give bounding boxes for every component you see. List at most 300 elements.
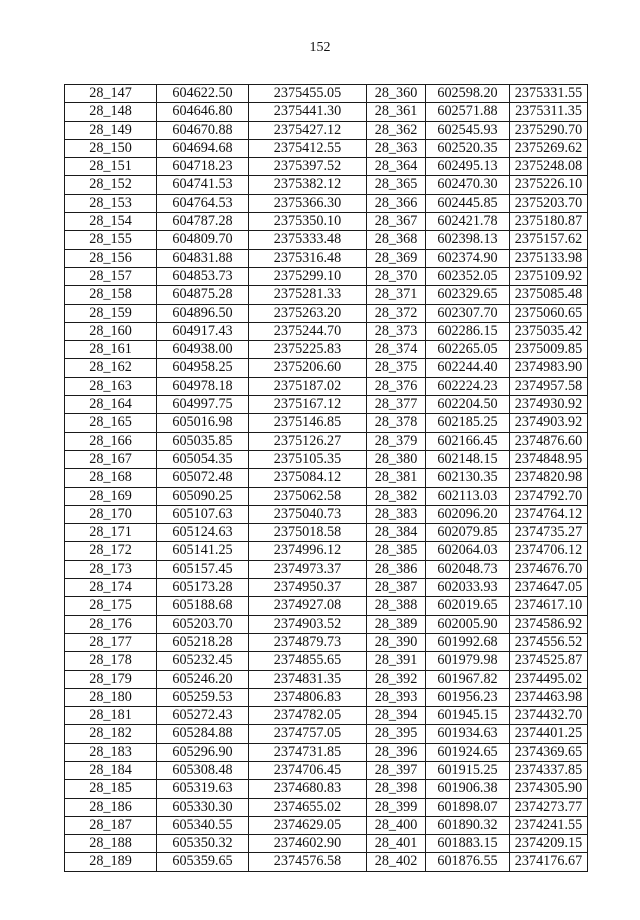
y-coordinate-cell: 2374903.92 bbox=[510, 414, 588, 432]
table-row bbox=[65, 194, 588, 212]
x-coordinate-cell: 604997.75 bbox=[157, 396, 249, 414]
table-row bbox=[65, 670, 588, 688]
y-coordinate-cell: 2374305.90 bbox=[510, 780, 588, 798]
table-row bbox=[65, 633, 588, 651]
x-coordinate-cell: 605173.28 bbox=[157, 579, 249, 597]
x-coordinate-cell: 605246.20 bbox=[157, 670, 249, 688]
point-id-cell: 28_188 bbox=[65, 835, 157, 853]
x-coordinate-cell: 602019.65 bbox=[426, 597, 510, 615]
y-coordinate-cell: 2374629.05 bbox=[249, 816, 367, 834]
table-row bbox=[65, 341, 588, 359]
y-coordinate-cell: 2375126.27 bbox=[249, 432, 367, 450]
point-id-cell: 28_373 bbox=[367, 322, 426, 340]
x-coordinate-cell: 605284.88 bbox=[157, 725, 249, 743]
x-coordinate-cell: 605232.45 bbox=[157, 652, 249, 670]
x-coordinate-cell: 605259.53 bbox=[157, 688, 249, 706]
table-row bbox=[65, 450, 588, 468]
y-coordinate-cell: 2374680.83 bbox=[249, 780, 367, 798]
point-id-cell: 28_398 bbox=[367, 780, 426, 798]
y-coordinate-cell: 2374706.12 bbox=[510, 542, 588, 560]
point-id-cell: 28_361 bbox=[367, 103, 426, 121]
x-coordinate-cell: 605157.45 bbox=[157, 560, 249, 578]
table-row bbox=[65, 249, 588, 267]
table-row bbox=[65, 560, 588, 578]
y-coordinate-cell: 2375225.83 bbox=[249, 341, 367, 359]
y-coordinate-cell: 2375350.10 bbox=[249, 213, 367, 231]
y-coordinate-cell: 2375333.48 bbox=[249, 231, 367, 249]
table-row bbox=[65, 103, 588, 121]
point-id-cell: 28_401 bbox=[367, 835, 426, 853]
y-coordinate-cell: 2374983.90 bbox=[510, 359, 588, 377]
y-coordinate-cell: 2374806.83 bbox=[249, 688, 367, 706]
y-coordinate-cell: 2375062.58 bbox=[249, 487, 367, 505]
x-coordinate-cell: 605340.55 bbox=[157, 816, 249, 834]
x-coordinate-cell: 605272.43 bbox=[157, 707, 249, 725]
y-coordinate-cell: 2374463.98 bbox=[510, 688, 588, 706]
x-coordinate-cell: 602204.50 bbox=[426, 396, 510, 414]
x-coordinate-cell: 601945.15 bbox=[426, 707, 510, 725]
y-coordinate-cell: 2375382.12 bbox=[249, 176, 367, 194]
y-coordinate-cell: 2375146.85 bbox=[249, 414, 367, 432]
x-coordinate-cell: 602148.15 bbox=[426, 450, 510, 468]
x-coordinate-cell: 602398.13 bbox=[426, 231, 510, 249]
y-coordinate-cell: 2374241.55 bbox=[510, 816, 588, 834]
x-coordinate-cell: 605188.68 bbox=[157, 597, 249, 615]
point-id-cell: 28_160 bbox=[65, 322, 157, 340]
x-coordinate-cell: 602352.05 bbox=[426, 267, 510, 285]
point-id-cell: 28_366 bbox=[367, 194, 426, 212]
y-coordinate-cell: 2375269.62 bbox=[510, 139, 588, 157]
y-coordinate-cell: 2374782.05 bbox=[249, 707, 367, 725]
y-coordinate-cell: 2375299.10 bbox=[249, 267, 367, 285]
point-id-cell: 28_153 bbox=[65, 194, 157, 212]
table-row bbox=[65, 176, 588, 194]
point-id-cell: 28_176 bbox=[65, 615, 157, 633]
table-row bbox=[65, 579, 588, 597]
y-coordinate-cell: 2374927.08 bbox=[249, 597, 367, 615]
table-row bbox=[65, 414, 588, 432]
y-coordinate-cell: 2374525.87 bbox=[510, 652, 588, 670]
y-coordinate-cell: 2375316.48 bbox=[249, 249, 367, 267]
y-coordinate-cell: 2375226.10 bbox=[510, 176, 588, 194]
x-coordinate-cell: 604875.28 bbox=[157, 286, 249, 304]
table-row bbox=[65, 688, 588, 706]
y-coordinate-cell: 2374735.27 bbox=[510, 524, 588, 542]
y-coordinate-cell: 2374848.95 bbox=[510, 450, 588, 468]
x-coordinate-cell: 601934.63 bbox=[426, 725, 510, 743]
point-id-cell: 28_182 bbox=[65, 725, 157, 743]
x-coordinate-cell: 605141.25 bbox=[157, 542, 249, 560]
x-coordinate-cell: 605218.28 bbox=[157, 633, 249, 651]
point-id-cell: 28_181 bbox=[65, 707, 157, 725]
y-coordinate-cell: 2374879.73 bbox=[249, 633, 367, 651]
x-coordinate-cell: 601890.32 bbox=[426, 816, 510, 834]
y-coordinate-cell: 2375248.08 bbox=[510, 158, 588, 176]
y-coordinate-cell: 2375133.98 bbox=[510, 249, 588, 267]
x-coordinate-cell: 601898.07 bbox=[426, 798, 510, 816]
point-id-cell: 28_148 bbox=[65, 103, 157, 121]
y-coordinate-cell: 2375035.42 bbox=[510, 322, 588, 340]
x-coordinate-cell: 605072.48 bbox=[157, 469, 249, 487]
point-id-cell: 28_178 bbox=[65, 652, 157, 670]
y-coordinate-cell: 2375397.52 bbox=[249, 158, 367, 176]
point-id-cell: 28_392 bbox=[367, 670, 426, 688]
point-id-cell: 28_379 bbox=[367, 432, 426, 450]
point-id-cell: 28_382 bbox=[367, 487, 426, 505]
point-id-cell: 28_155 bbox=[65, 231, 157, 249]
x-coordinate-cell: 604694.68 bbox=[157, 139, 249, 157]
x-coordinate-cell: 604896.50 bbox=[157, 304, 249, 322]
table-row bbox=[65, 267, 588, 285]
table-row bbox=[65, 798, 588, 816]
table-row bbox=[65, 816, 588, 834]
y-coordinate-cell: 2375244.70 bbox=[249, 322, 367, 340]
x-coordinate-cell: 602571.88 bbox=[426, 103, 510, 121]
x-coordinate-cell: 602064.03 bbox=[426, 542, 510, 560]
x-coordinate-cell: 601906.38 bbox=[426, 780, 510, 798]
point-id-cell: 28_369 bbox=[367, 249, 426, 267]
point-id-cell: 28_158 bbox=[65, 286, 157, 304]
x-coordinate-cell: 601876.55 bbox=[426, 853, 510, 871]
x-coordinate-cell: 602113.03 bbox=[426, 487, 510, 505]
y-coordinate-cell: 2375009.85 bbox=[510, 341, 588, 359]
y-coordinate-cell: 2375331.55 bbox=[510, 85, 588, 103]
x-coordinate-cell: 602048.73 bbox=[426, 560, 510, 578]
point-id-cell: 28_172 bbox=[65, 542, 157, 560]
table-row bbox=[65, 396, 588, 414]
y-coordinate-cell: 2375157.62 bbox=[510, 231, 588, 249]
y-coordinate-cell: 2374876.60 bbox=[510, 432, 588, 450]
point-id-cell: 28_367 bbox=[367, 213, 426, 231]
x-coordinate-cell: 604978.18 bbox=[157, 377, 249, 395]
y-coordinate-cell: 2374950.37 bbox=[249, 579, 367, 597]
x-coordinate-cell: 605107.63 bbox=[157, 505, 249, 523]
x-coordinate-cell: 601967.82 bbox=[426, 670, 510, 688]
x-coordinate-cell: 605016.98 bbox=[157, 414, 249, 432]
point-id-cell: 28_378 bbox=[367, 414, 426, 432]
y-coordinate-cell: 2374337.85 bbox=[510, 761, 588, 779]
y-coordinate-cell: 2374757.05 bbox=[249, 725, 367, 743]
x-coordinate-cell: 605308.48 bbox=[157, 761, 249, 779]
table-row bbox=[65, 85, 588, 103]
table-row bbox=[65, 725, 588, 743]
x-coordinate-cell: 602445.85 bbox=[426, 194, 510, 212]
y-coordinate-cell: 2374930.92 bbox=[510, 396, 588, 414]
point-id-cell: 28_371 bbox=[367, 286, 426, 304]
table-row bbox=[65, 139, 588, 157]
x-coordinate-cell: 604958.25 bbox=[157, 359, 249, 377]
table-row bbox=[65, 213, 588, 231]
y-coordinate-cell: 2374495.02 bbox=[510, 670, 588, 688]
y-coordinate-cell: 2374655.02 bbox=[249, 798, 367, 816]
y-coordinate-cell: 2375203.70 bbox=[510, 194, 588, 212]
x-coordinate-cell: 602033.93 bbox=[426, 579, 510, 597]
point-id-cell: 28_402 bbox=[367, 853, 426, 871]
point-id-cell: 28_386 bbox=[367, 560, 426, 578]
point-id-cell: 28_179 bbox=[65, 670, 157, 688]
point-id-cell: 28_374 bbox=[367, 341, 426, 359]
x-coordinate-cell: 602329.65 bbox=[426, 286, 510, 304]
table-row bbox=[65, 121, 588, 139]
point-id-cell: 28_380 bbox=[367, 450, 426, 468]
x-coordinate-cell: 602470.30 bbox=[426, 176, 510, 194]
y-coordinate-cell: 2375180.87 bbox=[510, 213, 588, 231]
x-coordinate-cell: 604764.53 bbox=[157, 194, 249, 212]
x-coordinate-cell: 602307.70 bbox=[426, 304, 510, 322]
x-coordinate-cell: 605359.65 bbox=[157, 853, 249, 871]
y-coordinate-cell: 2374903.52 bbox=[249, 615, 367, 633]
point-id-cell: 28_170 bbox=[65, 505, 157, 523]
point-id-cell: 28_384 bbox=[367, 524, 426, 542]
point-id-cell: 28_174 bbox=[65, 579, 157, 597]
y-coordinate-cell: 2374676.70 bbox=[510, 560, 588, 578]
y-coordinate-cell: 2374996.12 bbox=[249, 542, 367, 560]
x-coordinate-cell: 604853.73 bbox=[157, 267, 249, 285]
point-id-cell: 28_400 bbox=[367, 816, 426, 834]
y-coordinate-cell: 2374973.37 bbox=[249, 560, 367, 578]
y-coordinate-cell: 2374432.70 bbox=[510, 707, 588, 725]
table-row bbox=[65, 615, 588, 633]
x-coordinate-cell: 602520.35 bbox=[426, 139, 510, 157]
point-id-cell: 28_150 bbox=[65, 139, 157, 157]
x-coordinate-cell: 604670.88 bbox=[157, 121, 249, 139]
table-row bbox=[65, 304, 588, 322]
x-coordinate-cell: 605319.63 bbox=[157, 780, 249, 798]
coordinates-table-body bbox=[65, 85, 588, 872]
y-coordinate-cell: 2374764.12 bbox=[510, 505, 588, 523]
point-id-cell: 28_383 bbox=[367, 505, 426, 523]
table-row bbox=[65, 231, 588, 249]
x-coordinate-cell: 605296.90 bbox=[157, 743, 249, 761]
y-coordinate-cell: 2374556.52 bbox=[510, 633, 588, 651]
table-row bbox=[65, 377, 588, 395]
x-coordinate-cell: 604917.43 bbox=[157, 322, 249, 340]
point-id-cell: 28_395 bbox=[367, 725, 426, 743]
y-coordinate-cell: 2375290.70 bbox=[510, 121, 588, 139]
point-id-cell: 28_183 bbox=[65, 743, 157, 761]
point-id-cell: 28_156 bbox=[65, 249, 157, 267]
point-id-cell: 28_151 bbox=[65, 158, 157, 176]
point-id-cell: 28_393 bbox=[367, 688, 426, 706]
point-id-cell: 28_391 bbox=[367, 652, 426, 670]
point-id-cell: 28_363 bbox=[367, 139, 426, 157]
point-id-cell: 28_167 bbox=[65, 450, 157, 468]
y-coordinate-cell: 2375167.12 bbox=[249, 396, 367, 414]
x-coordinate-cell: 601979.98 bbox=[426, 652, 510, 670]
point-id-cell: 28_377 bbox=[367, 396, 426, 414]
point-id-cell: 28_381 bbox=[367, 469, 426, 487]
y-coordinate-cell: 2374831.35 bbox=[249, 670, 367, 688]
table-row bbox=[65, 743, 588, 761]
point-id-cell: 28_187 bbox=[65, 816, 157, 834]
y-coordinate-cell: 2375427.12 bbox=[249, 121, 367, 139]
y-coordinate-cell: 2375412.55 bbox=[249, 139, 367, 157]
point-id-cell: 28_180 bbox=[65, 688, 157, 706]
x-coordinate-cell: 604646.80 bbox=[157, 103, 249, 121]
x-coordinate-cell: 604938.00 bbox=[157, 341, 249, 359]
point-id-cell: 28_389 bbox=[367, 615, 426, 633]
y-coordinate-cell: 2375281.33 bbox=[249, 286, 367, 304]
point-id-cell: 28_177 bbox=[65, 633, 157, 651]
point-id-cell: 28_186 bbox=[65, 798, 157, 816]
point-id-cell: 28_161 bbox=[65, 341, 157, 359]
table-row bbox=[65, 286, 588, 304]
table-row bbox=[65, 505, 588, 523]
y-coordinate-cell: 2375085.48 bbox=[510, 286, 588, 304]
point-id-cell: 28_376 bbox=[367, 377, 426, 395]
y-coordinate-cell: 2374706.45 bbox=[249, 761, 367, 779]
x-coordinate-cell: 602598.20 bbox=[426, 85, 510, 103]
y-coordinate-cell: 2374647.05 bbox=[510, 579, 588, 597]
point-id-cell: 28_173 bbox=[65, 560, 157, 578]
y-coordinate-cell: 2374617.10 bbox=[510, 597, 588, 615]
x-coordinate-cell: 601956.23 bbox=[426, 688, 510, 706]
x-coordinate-cell: 605350.32 bbox=[157, 835, 249, 853]
x-coordinate-cell: 602130.35 bbox=[426, 469, 510, 487]
y-coordinate-cell: 2374176.67 bbox=[510, 853, 588, 871]
table-row bbox=[65, 542, 588, 560]
y-coordinate-cell: 2375311.35 bbox=[510, 103, 588, 121]
point-id-cell: 28_399 bbox=[367, 798, 426, 816]
table-row bbox=[65, 524, 588, 542]
x-coordinate-cell: 604787.28 bbox=[157, 213, 249, 231]
point-id-cell: 28_396 bbox=[367, 743, 426, 761]
point-id-cell: 28_162 bbox=[65, 359, 157, 377]
y-coordinate-cell: 2375206.60 bbox=[249, 359, 367, 377]
y-coordinate-cell: 2375018.58 bbox=[249, 524, 367, 542]
table-row bbox=[65, 597, 588, 615]
point-id-cell: 28_159 bbox=[65, 304, 157, 322]
x-coordinate-cell: 604809.70 bbox=[157, 231, 249, 249]
x-coordinate-cell: 602185.25 bbox=[426, 414, 510, 432]
y-coordinate-cell: 2374792.70 bbox=[510, 487, 588, 505]
y-coordinate-cell: 2374731.85 bbox=[249, 743, 367, 761]
y-coordinate-cell: 2374820.98 bbox=[510, 469, 588, 487]
x-coordinate-cell: 602265.05 bbox=[426, 341, 510, 359]
point-id-cell: 28_149 bbox=[65, 121, 157, 139]
y-coordinate-cell: 2375366.30 bbox=[249, 194, 367, 212]
x-coordinate-cell: 602166.45 bbox=[426, 432, 510, 450]
y-coordinate-cell: 2374401.25 bbox=[510, 725, 588, 743]
x-coordinate-cell: 604741.53 bbox=[157, 176, 249, 194]
point-id-cell: 28_165 bbox=[65, 414, 157, 432]
point-id-cell: 28_157 bbox=[65, 267, 157, 285]
y-coordinate-cell: 2374855.65 bbox=[249, 652, 367, 670]
point-id-cell: 28_169 bbox=[65, 487, 157, 505]
x-coordinate-cell: 601924.65 bbox=[426, 743, 510, 761]
point-id-cell: 28_168 bbox=[65, 469, 157, 487]
y-coordinate-cell: 2374957.58 bbox=[510, 377, 588, 395]
point-id-cell: 28_166 bbox=[65, 432, 157, 450]
x-coordinate-cell: 602244.40 bbox=[426, 359, 510, 377]
x-coordinate-cell: 602421.78 bbox=[426, 213, 510, 231]
table-row bbox=[65, 707, 588, 725]
x-coordinate-cell: 604831.88 bbox=[157, 249, 249, 267]
point-id-cell: 28_397 bbox=[367, 761, 426, 779]
y-coordinate-cell: 2374602.90 bbox=[249, 835, 367, 853]
point-id-cell: 28_364 bbox=[367, 158, 426, 176]
table-row bbox=[65, 469, 588, 487]
point-id-cell: 28_385 bbox=[367, 542, 426, 560]
point-id-cell: 28_375 bbox=[367, 359, 426, 377]
coordinates-table bbox=[64, 84, 588, 872]
table-row bbox=[65, 835, 588, 853]
x-coordinate-cell: 604622.50 bbox=[157, 85, 249, 103]
point-id-cell: 28_360 bbox=[367, 85, 426, 103]
x-coordinate-cell: 601883.15 bbox=[426, 835, 510, 853]
point-id-cell: 28_184 bbox=[65, 761, 157, 779]
y-coordinate-cell: 2375040.73 bbox=[249, 505, 367, 523]
table-row bbox=[65, 432, 588, 450]
point-id-cell: 28_154 bbox=[65, 213, 157, 231]
point-id-cell: 28_171 bbox=[65, 524, 157, 542]
y-coordinate-cell: 2374586.92 bbox=[510, 615, 588, 633]
x-coordinate-cell: 602286.15 bbox=[426, 322, 510, 340]
x-coordinate-cell: 605090.25 bbox=[157, 487, 249, 505]
point-id-cell: 28_164 bbox=[65, 396, 157, 414]
x-coordinate-cell: 602495.13 bbox=[426, 158, 510, 176]
x-coordinate-cell: 605054.35 bbox=[157, 450, 249, 468]
point-id-cell: 28_163 bbox=[65, 377, 157, 395]
x-coordinate-cell: 604718.23 bbox=[157, 158, 249, 176]
x-coordinate-cell: 605035.85 bbox=[157, 432, 249, 450]
point-id-cell: 28_362 bbox=[367, 121, 426, 139]
y-coordinate-cell: 2374273.77 bbox=[510, 798, 588, 816]
point-id-cell: 28_147 bbox=[65, 85, 157, 103]
table-row bbox=[65, 780, 588, 798]
x-coordinate-cell: 602224.23 bbox=[426, 377, 510, 395]
y-coordinate-cell: 2375105.35 bbox=[249, 450, 367, 468]
table-row bbox=[65, 761, 588, 779]
table-row bbox=[65, 487, 588, 505]
y-coordinate-cell: 2375263.20 bbox=[249, 304, 367, 322]
x-coordinate-cell: 605330.30 bbox=[157, 798, 249, 816]
table-row bbox=[65, 322, 588, 340]
x-coordinate-cell: 602079.85 bbox=[426, 524, 510, 542]
point-id-cell: 28_175 bbox=[65, 597, 157, 615]
y-coordinate-cell: 2375109.92 bbox=[510, 267, 588, 285]
y-coordinate-cell: 2374369.65 bbox=[510, 743, 588, 761]
point-id-cell: 28_388 bbox=[367, 597, 426, 615]
y-coordinate-cell: 2375060.65 bbox=[510, 304, 588, 322]
table-row bbox=[65, 359, 588, 377]
x-coordinate-cell: 602545.93 bbox=[426, 121, 510, 139]
table-row bbox=[65, 158, 588, 176]
point-id-cell: 28_370 bbox=[367, 267, 426, 285]
y-coordinate-cell: 2375441.30 bbox=[249, 103, 367, 121]
x-coordinate-cell: 605203.70 bbox=[157, 615, 249, 633]
point-id-cell: 28_368 bbox=[367, 231, 426, 249]
x-coordinate-cell: 602005.90 bbox=[426, 615, 510, 633]
point-id-cell: 28_390 bbox=[367, 633, 426, 651]
x-coordinate-cell: 602096.20 bbox=[426, 505, 510, 523]
y-coordinate-cell: 2375187.02 bbox=[249, 377, 367, 395]
x-coordinate-cell: 601992.68 bbox=[426, 633, 510, 651]
point-id-cell: 28_372 bbox=[367, 304, 426, 322]
table-row bbox=[65, 853, 588, 871]
y-coordinate-cell: 2375084.12 bbox=[249, 469, 367, 487]
x-coordinate-cell: 602374.90 bbox=[426, 249, 510, 267]
point-id-cell: 28_394 bbox=[367, 707, 426, 725]
point-id-cell: 28_189 bbox=[65, 853, 157, 871]
point-id-cell: 28_387 bbox=[367, 579, 426, 597]
table-row bbox=[65, 652, 588, 670]
point-id-cell: 28_365 bbox=[367, 176, 426, 194]
y-coordinate-cell: 2374576.58 bbox=[249, 853, 367, 871]
y-coordinate-cell: 2375455.05 bbox=[249, 85, 367, 103]
x-coordinate-cell: 601915.25 bbox=[426, 761, 510, 779]
y-coordinate-cell: 2374209.15 bbox=[510, 835, 588, 853]
